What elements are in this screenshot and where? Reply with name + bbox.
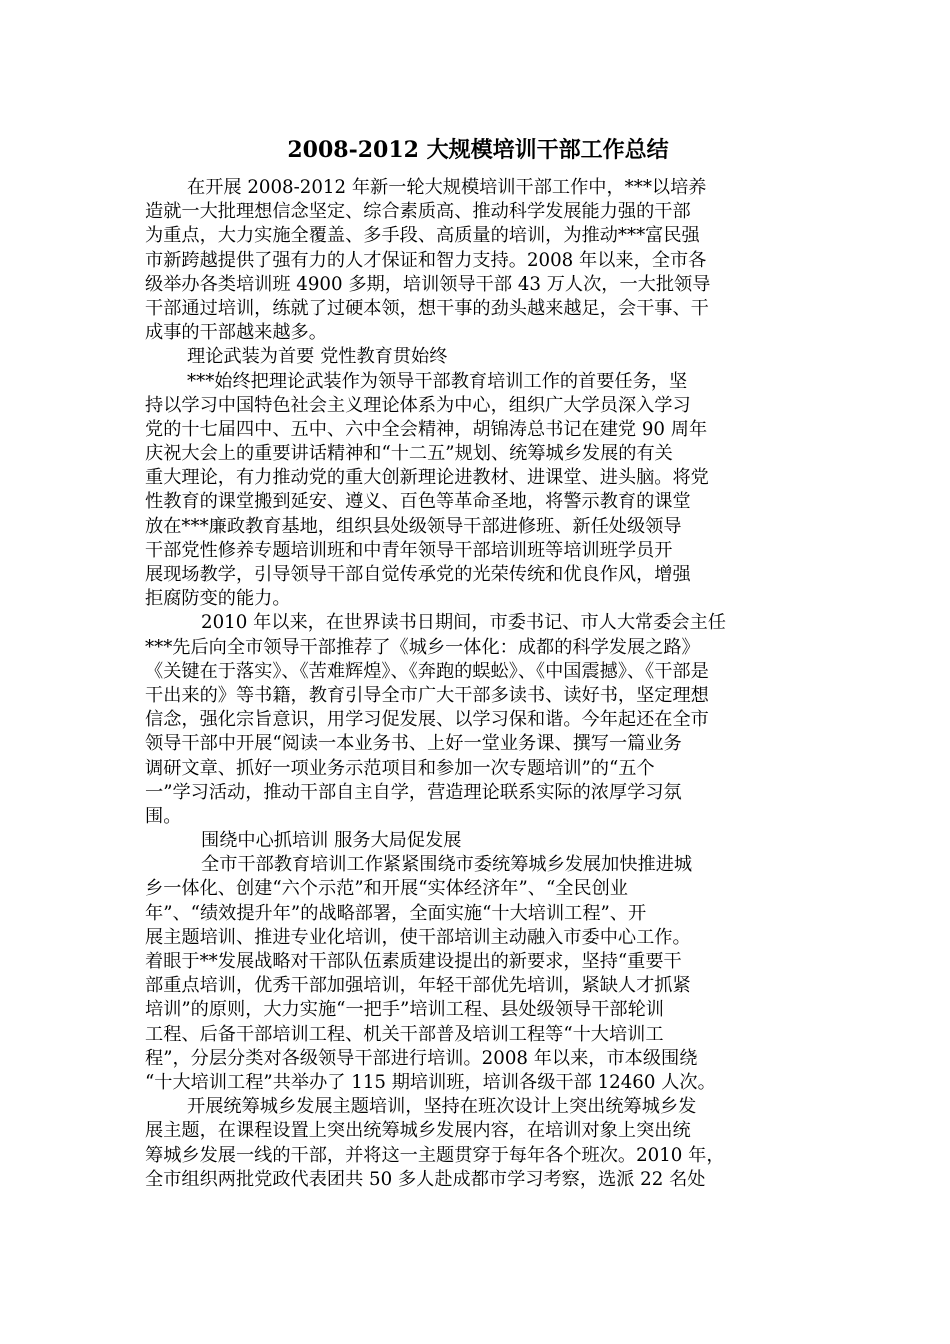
text-line: 年”、“绩效提升年”的战略部署，全面实施“十大培训工程”、开 xyxy=(145,902,647,924)
text-line: 调研文章、抓好一项业务示范项目和参加一次专题培训”的“五个 xyxy=(145,757,655,779)
text-line: 干出来的》等书籍，教育引导全市广大干部多读书、读好书，坚定理想 xyxy=(145,684,709,706)
text-line: 2010 年以来，在世界读书日期间，市委书记、市人大常委会主任 xyxy=(201,612,726,634)
text-line: 全市组织两批党政代表团共 50 多人赴成都市学习考察，选派 22 名处 xyxy=(145,1168,706,1190)
text-line: 工程、后备干部培训工程、机关干部普及培训工程等“十大培训工 xyxy=(145,1023,664,1045)
text-line: 筹城乡发展一线的干部，并将这一主题贯穿于每年各个班次。2010 年， xyxy=(145,1144,725,1166)
text-line: 信念，强化宗旨意识，用学习促发展、以学习保和谐。今年起还在全市 xyxy=(145,709,709,731)
text-line: 拒腐防变的能力。 xyxy=(145,588,291,610)
text-line: 部重点培训，优秀干部加强培训，年轻干部优先培训，紧缺人才抓紧 xyxy=(145,975,691,997)
text-line: 一”学习活动，推动干部自主自学，营造理论联系实际的浓厚学习氛 xyxy=(145,781,682,803)
text-line: 庆祝大会上的重要讲话精神和“十二五”规划、统筹城乡发展的有关 xyxy=(145,443,673,465)
text-line: ***始终把理论武装作为领导干部教育培训工作的首要任务，坚 xyxy=(187,370,688,392)
text-line: 干部党性修养专题培训班和中青年领导干部培训班等培训班学员开 xyxy=(145,539,673,561)
text-line: 为重点，大力实施全覆盖、多手段、高质量的培训，为推动***富民强 xyxy=(145,225,700,247)
text-line: 造就一大批理想信念坚定、综合素质高、推动科学发展能力强的干部 xyxy=(145,201,691,223)
text-line: 展主题培训、推进专业化培训，使干部培训主动融入市委中心工作。 xyxy=(145,926,691,948)
text-line: 性教育的课堂搬到延安、遵义、百色等革命圣地，将警示教育的课堂 xyxy=(145,491,691,513)
text-line: 着眼于**发展战略对干部队伍素质建设提出的新要求，坚持“重要干 xyxy=(145,951,682,972)
text-line: 程”，分层分类对各级领导干部进行培训。2008 年以来，市本级围绕 xyxy=(145,1047,698,1069)
text-line: 放在***廉政教育基地，组织县处级领导干部进修班、新任处级领导 xyxy=(145,515,682,537)
document-body xyxy=(145,176,811,1192)
text-line: 持以学习中国特色社会主义理论体系为中心，组织广大学员深入学习 xyxy=(145,394,691,416)
text-line: 《关键在于落实》、《苦难辉煌》、《奔跑的蜈蚣》、《中国震撼》、《干部是 xyxy=(145,660,709,682)
text-line: 理论武装为首要 党性教育贯始终 xyxy=(187,346,448,368)
text-line: 开展统筹城乡发展主题培训，坚持在班次设计上突出统筹城乡发 xyxy=(187,1096,697,1118)
text-line: 干部通过培训，练就了过硬本领，想干事的劲头越来越足，会干事、干 xyxy=(145,297,709,319)
text-line: 展现场教学，引导领导干部自觉传承党的光荣传统和优良作风，增强 xyxy=(145,564,691,585)
text-line: 领导干部中开展“阅读一本业务书、上好一堂业务课、撰写一篇业务 xyxy=(145,733,682,755)
text-line: ***先后向全市领导干部推荐了《城乡一体化：成都的科学发展之路》 xyxy=(145,636,700,658)
text-line: 展主题，在课程设置上突出统筹城乡发展内容，在培训对象上突出统 xyxy=(145,1120,691,1142)
text-line: 围。 xyxy=(145,805,182,827)
document-page xyxy=(145,130,811,1192)
text-line: 级举办各类培训班 4900 多期，培训领导干部 43 万人次，一大批领导 xyxy=(145,273,711,295)
text-line: 重大理论，有力推动党的重大创新理论进教材、进课堂、进头脑。将党 xyxy=(145,467,709,489)
text-line: 全市干部教育培训工作紧紧围绕市委统筹城乡发展加快推进城 xyxy=(201,854,693,876)
text-line: 成事的干部越来越多。 xyxy=(145,322,327,344)
text-line: 围绕中心抓培训 服务大局促发展 xyxy=(201,830,462,852)
text-line: 市新跨越提供了强有力的人才保证和智力支持。2008 年以来，全市各 xyxy=(145,249,707,271)
text-line: “十大培训工程”共举办了 115 期培训班，培训各级干部 12460 人次。 xyxy=(145,1071,716,1093)
text-line: 党的十七届四中、五中、六中全会精神，胡锦涛总书记在建党 90 周年 xyxy=(145,418,708,440)
text-line: 培训”的原则，大力实施“一把手”培训工程、县处级领导干部轮训 xyxy=(145,999,664,1021)
text-line: 在开展 2008-2012 年新一轮大规模培训干部工作中，***以培养 xyxy=(187,177,707,198)
text-line: 乡一体化、创建“六个示范”和开展“实体经济年”、“全民创业 xyxy=(145,878,628,900)
document-title: 2008-2012 大规模培训干部工作总结 xyxy=(287,137,669,163)
